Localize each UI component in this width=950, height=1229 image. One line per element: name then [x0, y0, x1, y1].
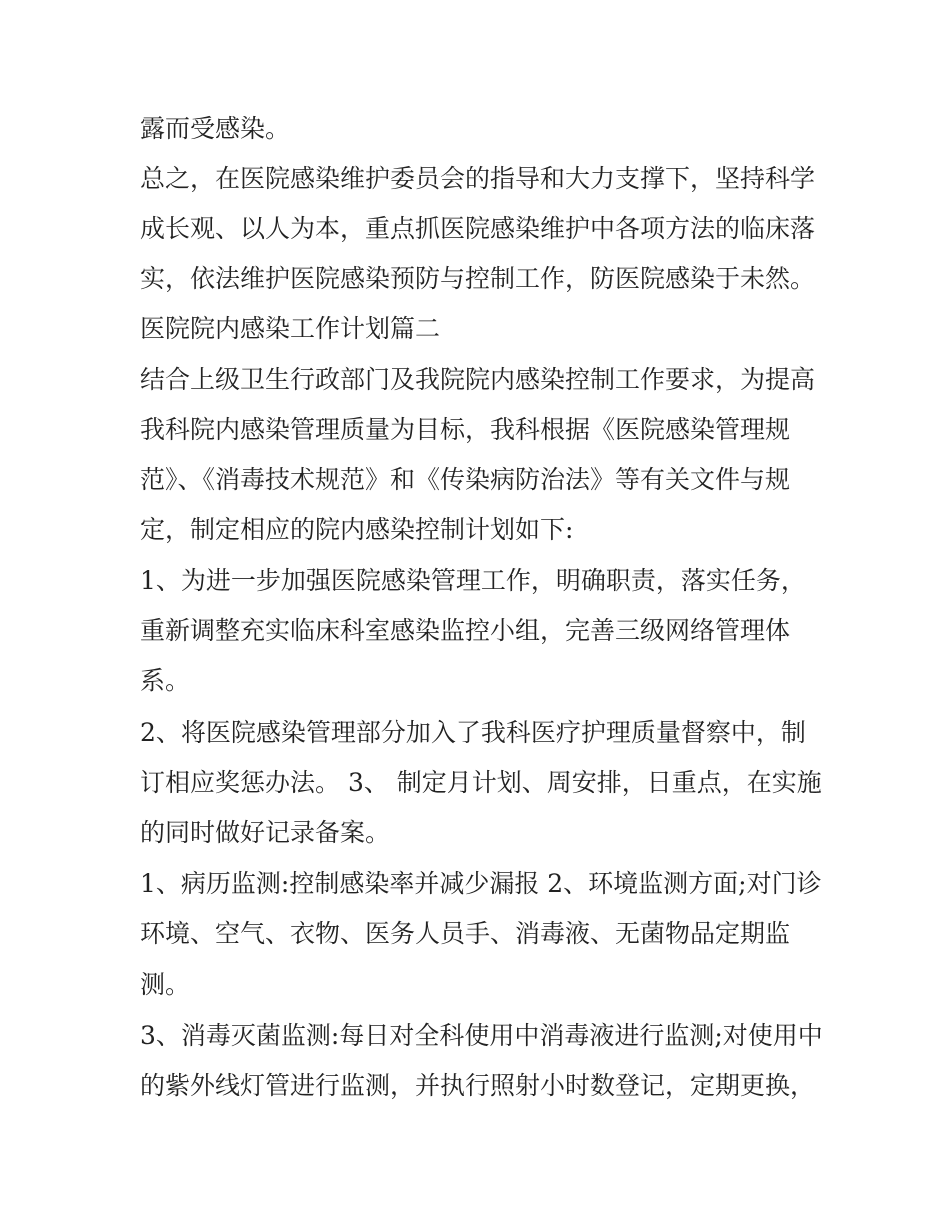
- text-line: 范》、《消毒技术规范》和《传染病防治法》等有关文件与规: [140, 465, 791, 494]
- text-line: 1、为进一步加强医院感染管理工作，明确职责，落实任务，: [140, 566, 806, 595]
- text-line: 1、病历监测:控制感染率并减少漏报 2、环境监测方面;对门诊: [140, 869, 822, 898]
- text-line: 2、将医院感染管理部分加入了我科医疗护理质量督察中，制: [140, 718, 806, 747]
- text-line: 环境、空气、衣物、医务人员手、消毒液、无菌物品定期监: [140, 919, 791, 948]
- text-line: 重新调整充实临床科室感染监控小组，完善三级网络管理体: [140, 616, 791, 645]
- text-line: 的紫外线灯管进行监测，并执行照射小时数登记，定期更换，: [140, 1071, 816, 1100]
- text-line: 我科院内感染管理质量为目标，我科根据《医院感染管理规: [140, 415, 791, 444]
- text-line: 系。: [140, 666, 191, 695]
- text-line: 实，依法维护医院感染预防与控制工作，防医院感染于未然。: [140, 264, 816, 293]
- section-heading: 医院院内感染工作计划篇二: [140, 314, 441, 343]
- text-line: 测。: [140, 970, 191, 999]
- text-line: 订相应奖惩办法。 3、 制定月计划、周安排，日重点，在实施: [140, 768, 822, 797]
- text-line: 总之，在医院感染维护委员会的指导和大力支撑下，坚持科学: [140, 164, 816, 193]
- text-line: 3、消毒灭菌监测:每日对全科使用中消毒液进行监测;对使用中: [140, 1021, 823, 1050]
- text-line: 结合上级卫生行政部门及我院院内感染控制工作要求，为提高: [140, 365, 816, 394]
- text-line: 的同时做好记录备案。: [140, 818, 391, 847]
- text-line: 露而受感染。: [140, 114, 291, 143]
- text-line: 成长观、以人为本，重点抓医院感染维护中各项方法的临床落: [140, 214, 816, 243]
- text-line: 定，制定相应的院内感染控制计划如下:: [140, 515, 574, 544]
